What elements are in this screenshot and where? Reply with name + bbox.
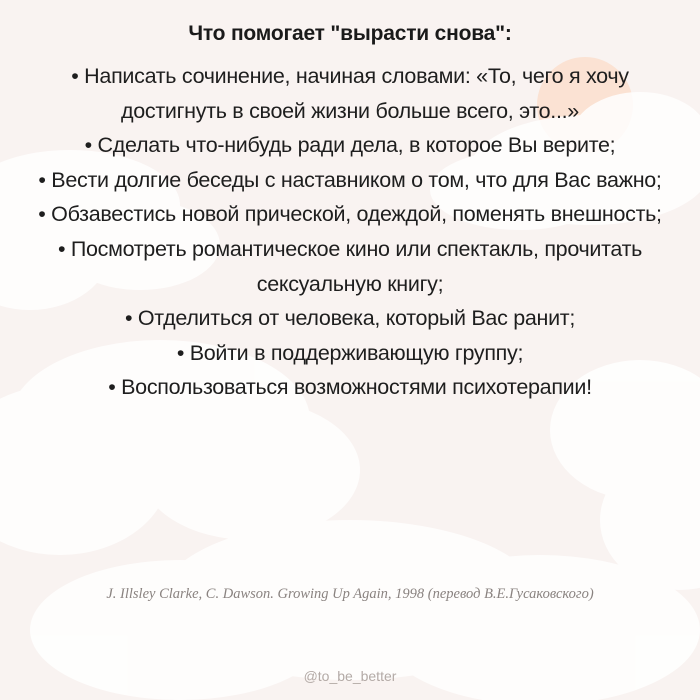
tip-item: • Обзавестись новой прической, одеждой, поменять внешность;	[38, 202, 662, 227]
source-citation: J. Illsley Clarke, C. Dawson. Growing Up Again, 1998 (перевод В.Е.Гусаковского)	[106, 586, 594, 602]
tips-list	[30, 59, 670, 405]
tip-item: • Вести долгие беседы с наставником о том, что для Вас важно;	[38, 167, 662, 192]
post-title: Что помогает "вырасти снова":	[188, 22, 512, 45]
tip-item: • Написать сочинение, начиная словами: «То, чего я хочу достигнуть в своей жизни больше всего, это...»	[71, 64, 629, 123]
author-handle: @to_be_better	[303, 668, 397, 684]
tip-item: • Отделиться от человека, который Вас ранит;	[124, 306, 576, 331]
tip-item: • Сделать что-нибудь ради дела, в которое Вы верите;	[84, 133, 616, 158]
tip-item: • Воспользоваться возможностями психотерапии!	[108, 375, 592, 400]
tip-item: • Войти в поддерживающую группу;	[176, 340, 524, 365]
tip-item: • Посмотреть романтическое кино или спектакль, прочитать сексуальную книгу;	[57, 236, 643, 296]
